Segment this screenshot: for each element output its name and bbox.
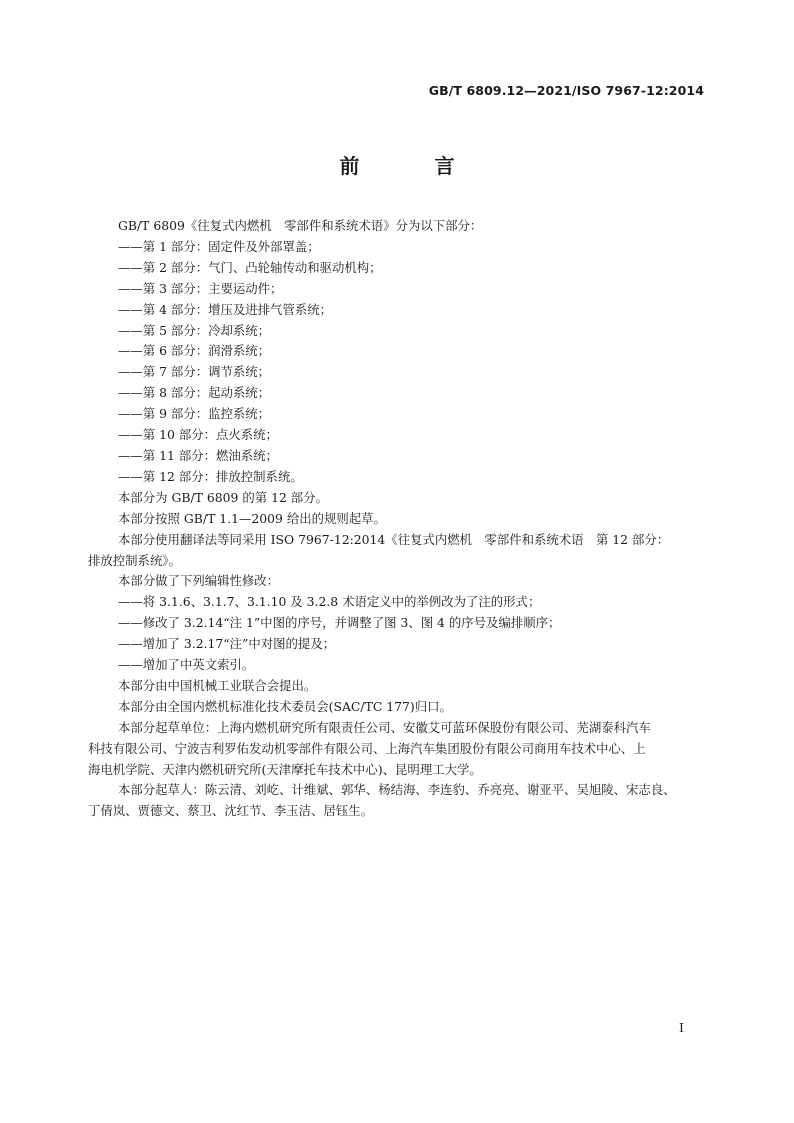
text-line: ——第 1 部分：固定件及外部罩盖； <box>118 238 320 254</box>
text-line: 本部分由全国内燃机标准化技术委员会(SAC/TC 177)归口。 <box>118 698 452 714</box>
text-line: ——第 10 部分：点火系统； <box>118 427 278 443</box>
page-title: 前 言 <box>339 154 489 178</box>
text-line: 本部分使用翻译法等同采用 ISO 7967-12:2014《往复式内燃机 零部件和系统术语 第 12 部分： <box>118 531 670 547</box>
text-line: 海电机学院、天津内燃机研究所(天津摩托车技术中心)、昆明理工大学。 <box>88 761 482 777</box>
page-number: I <box>679 1020 684 1035</box>
text-line: ——第 12 部分：排放控制系统。 <box>118 468 303 484</box>
text-line: ——第 7 部分：调节系统； <box>118 364 271 380</box>
standard-number: GB/T 6809.12—2021/ISO 7967-12:2014 <box>428 83 704 98</box>
text-line: ——增加了 3.2.17“注”中对图的提及； <box>118 636 336 652</box>
text-line: ——第 5 部分：冷却系统； <box>118 322 271 338</box>
text-line: 本部分由中国机械工业联合会提出。 <box>118 677 317 693</box>
text-line: ——第 6 部分：润滑系统； <box>118 343 271 359</box>
text-line: 本部分为 GB/T 6809 的第 12 部分。 <box>118 489 328 505</box>
text-line: ——修改了 3.2.14“注 1”中图的序号，并调整了图 3、图 4 的序号及编排顺序； <box>118 615 561 631</box>
text-line: ——第 4 部分：增压及进排气管系统； <box>118 301 333 317</box>
text-line: 排放控制系统》。 <box>88 552 181 568</box>
text-line: 本部分起草单位：上海内燃机研究所有限责任公司、安徽艾可蓝环保股份有限公司、芜湖泰科汽车 <box>118 719 651 735</box>
text-line: 科技有限公司、宁波吉利罗佑发动机零部件有限公司、上海汽车集团股份有限公司商用车技术中心、上 <box>88 740 646 756</box>
text-line: 本部分起草人：陈云清、刘屹、计维斌、郭华、杨结海、李连豹、乔亮亮、谢亚平、吴旭陵、宋志良、 <box>118 782 676 798</box>
foreword-body <box>88 216 708 822</box>
text-line: 本部分做了下列编辑性修改： <box>118 573 280 589</box>
text-line: 本部分按照 GB/T 1.1—2009 给出的规则起草。 <box>118 510 386 526</box>
text-line: GB/T 6809《往复式内燃机 零部件和系统术语》分为以下部分： <box>118 218 483 233</box>
text-line: ——第 2 部分：气门、凸轮轴传动和驱动机构； <box>118 259 382 275</box>
text-line: ——第 11 部分：燃油系统； <box>118 447 278 463</box>
text-line: 丁倩岚、贾德文、蔡卫、沈红节、李玉洁、居钰生。 <box>88 803 373 819</box>
text-line: ——第 3 部分：主要运动件； <box>118 280 283 296</box>
text-line: ——第 9 部分：监控系统； <box>118 406 271 422</box>
text-line: ——将 3.1.6、3.1.7、3.1.10 及 3.2.8 术语定义中的举例改为了注的形式； <box>118 594 541 610</box>
text-line: ——增加了中英文索引。 <box>118 657 255 673</box>
text-line: ——第 8 部分：起动系统； <box>118 385 271 401</box>
